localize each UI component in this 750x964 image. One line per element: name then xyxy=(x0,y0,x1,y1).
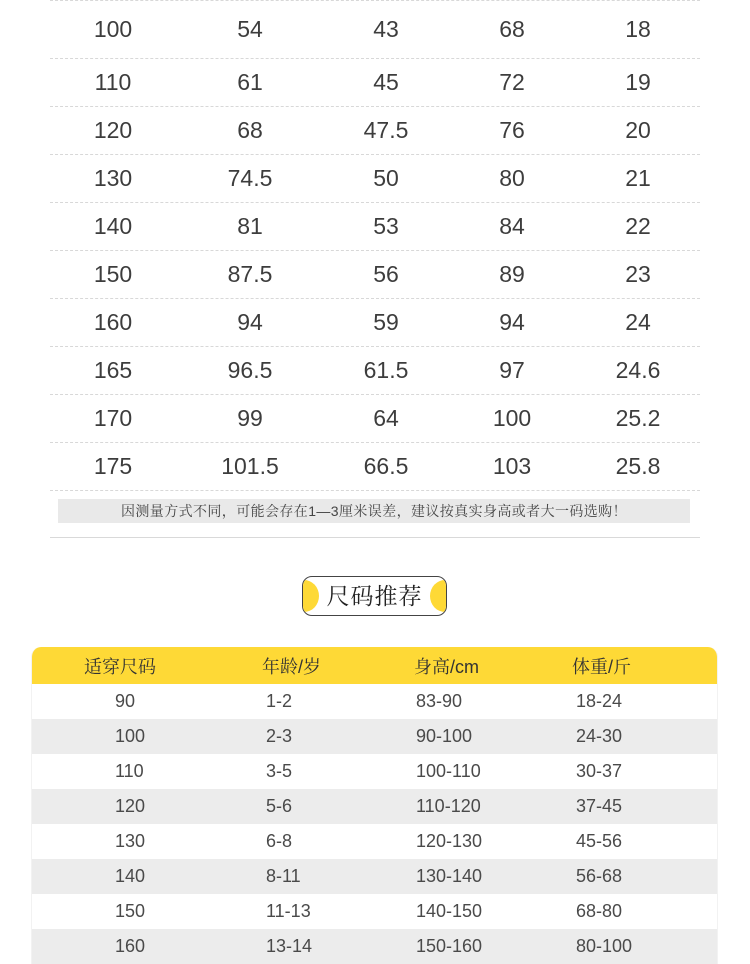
size-cell: 61.5 xyxy=(363,357,409,383)
height-value: 110-120 xyxy=(416,796,481,816)
table-row xyxy=(32,789,717,824)
age-value: 13-14 xyxy=(266,936,313,956)
size-cell: 94 xyxy=(237,309,263,335)
size-value: 150 xyxy=(115,901,146,921)
age-value: 11-13 xyxy=(266,901,311,921)
size-cell: 68 xyxy=(237,117,263,143)
size-cell: 103 xyxy=(492,453,532,479)
table-row xyxy=(32,894,717,929)
size-cell: 175 xyxy=(93,453,133,479)
size-chart-row xyxy=(50,251,700,299)
size-cell: 97 xyxy=(499,357,525,383)
header-size: 适穿尺码 xyxy=(84,656,156,677)
size-cell: 68 xyxy=(499,16,525,42)
size-chart-row xyxy=(50,443,700,491)
size-cell: 100 xyxy=(492,405,532,431)
size-cell: 19 xyxy=(625,69,651,95)
table-row xyxy=(32,684,717,719)
size-cell: 24.6 xyxy=(615,357,661,383)
size-cell: 25.2 xyxy=(615,405,661,431)
size-chart-row xyxy=(50,107,700,155)
size-cell: 165 xyxy=(93,357,133,383)
size-value: 100 xyxy=(115,726,146,746)
table-header-row xyxy=(32,647,717,684)
size-cell: 61 xyxy=(237,69,263,95)
size-chart-row xyxy=(50,395,700,443)
weight-value: 18-24 xyxy=(576,691,623,711)
weight-value: 56-68 xyxy=(576,866,623,886)
header-age: 年龄/岁 xyxy=(262,656,322,677)
size-cell: 84 xyxy=(499,213,525,239)
size-cell: 89 xyxy=(499,261,525,287)
size-chart-table xyxy=(50,0,700,491)
size-chart-row xyxy=(50,59,700,107)
size-cell: 72 xyxy=(499,69,525,95)
size-cell: 140 xyxy=(93,213,133,239)
size-cell: 24 xyxy=(625,309,651,335)
height-value: 150-160 xyxy=(416,936,483,956)
size-cell: 23 xyxy=(625,261,651,287)
size-cell: 74.5 xyxy=(227,165,273,191)
size-value: 110 xyxy=(115,761,144,781)
size-value: 130 xyxy=(115,831,146,851)
size-cell: 43 xyxy=(373,16,399,42)
size-cell: 50 xyxy=(373,165,399,191)
measurement-note: 因测量方式不同，可能会存在1—3厘米误差，建议按真实身高或者大一码选购！ xyxy=(58,499,690,523)
size-chart-row xyxy=(50,0,700,59)
size-chart-row xyxy=(50,155,700,203)
size-cell: 45 xyxy=(373,69,399,95)
height-value: 83-90 xyxy=(416,691,463,711)
size-cell: 56 xyxy=(373,261,399,287)
size-value: 90 xyxy=(115,691,136,711)
size-cell: 100 xyxy=(93,16,133,42)
age-value: 6-8 xyxy=(266,831,293,851)
size-cell: 80 xyxy=(499,165,525,191)
size-cell: 64 xyxy=(373,405,399,431)
size-cell: 94 xyxy=(499,309,525,335)
size-cell: 130 xyxy=(93,165,133,191)
section-title-badge xyxy=(302,576,447,616)
size-value: 160 xyxy=(115,936,146,956)
table-row xyxy=(32,859,717,894)
size-cell: 22 xyxy=(625,213,651,239)
age-value: 2-3 xyxy=(266,726,293,746)
size-cell: 101.5 xyxy=(221,453,279,479)
size-cell: 87.5 xyxy=(227,261,273,287)
section-title: 尺码推荐 xyxy=(326,583,423,609)
weight-value: 30-37 xyxy=(576,761,623,781)
size-cell: 18 xyxy=(625,16,651,42)
table-row xyxy=(32,824,717,859)
table-row xyxy=(32,719,717,754)
size-value: 120 xyxy=(115,796,146,816)
size-cell: 99 xyxy=(237,405,263,431)
size-cell: 53 xyxy=(373,213,399,239)
size-cell: 120 xyxy=(93,117,133,143)
size-cell: 47.5 xyxy=(363,117,409,143)
height-value: 100-110 xyxy=(416,761,481,781)
size-cell: 54 xyxy=(237,16,263,42)
size-cell: 21 xyxy=(625,165,651,191)
size-cell: 25.8 xyxy=(615,453,661,479)
weight-value: 24-30 xyxy=(576,726,623,746)
weight-value: 37-45 xyxy=(576,796,623,816)
height-value: 90-100 xyxy=(416,726,473,746)
age-value: 3-5 xyxy=(266,761,293,781)
weight-value: 68-80 xyxy=(576,901,623,921)
size-recommendation-table xyxy=(31,647,718,964)
age-value: 8-11 xyxy=(266,866,301,886)
height-value: 130-140 xyxy=(416,866,483,886)
size-cell: 170 xyxy=(93,405,133,431)
size-value: 140 xyxy=(115,866,146,886)
size-chart-row xyxy=(50,299,700,347)
size-cell: 59 xyxy=(373,309,399,335)
size-cell: 150 xyxy=(93,261,133,287)
height-value: 140-150 xyxy=(416,901,483,921)
height-value: 120-130 xyxy=(416,831,483,851)
size-cell: 20 xyxy=(625,117,651,143)
size-chart-row xyxy=(50,203,700,251)
size-cell: 81 xyxy=(237,213,263,239)
size-cell: 160 xyxy=(93,309,133,335)
weight-value: 45-56 xyxy=(576,831,623,851)
header-weight: 体重/斤 xyxy=(572,656,632,677)
size-cell: 66.5 xyxy=(363,453,409,479)
weight-value: 80-100 xyxy=(576,936,633,956)
size-chart-row xyxy=(50,347,700,395)
age-value: 1-2 xyxy=(266,691,293,711)
section-divider xyxy=(50,537,700,538)
size-cell: 96.5 xyxy=(227,357,273,383)
age-value: 5-6 xyxy=(266,796,293,816)
size-cell: 110 xyxy=(94,69,132,95)
table-row xyxy=(32,929,717,964)
header-height: 身高/cm xyxy=(414,656,479,677)
size-cell: 76 xyxy=(499,117,525,143)
table-row xyxy=(32,754,717,789)
